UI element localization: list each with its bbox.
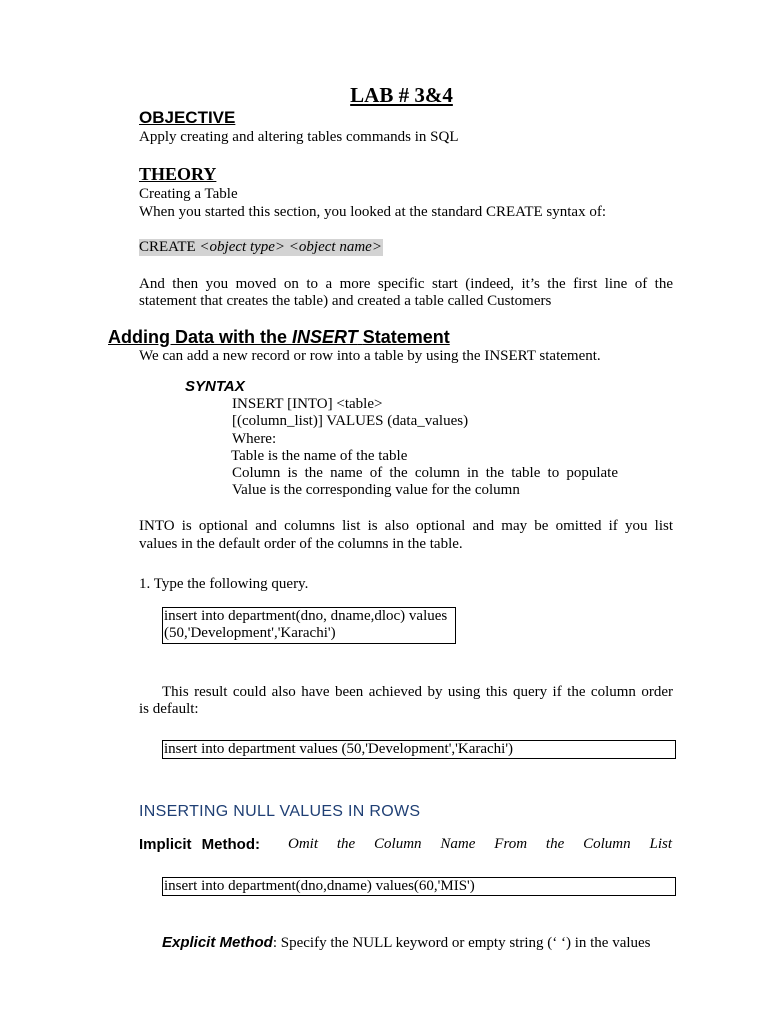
- syntax-line: Column is the name of the column in the table to populate: [232, 465, 618, 481]
- insert-intro: We can add a new record or row into a table by using the INSERT statement.: [139, 348, 601, 364]
- syntax-line: [(column_list)] VALUES (data_values): [232, 413, 469, 429]
- implicit-text: Omit the Column Name From the Column List: [288, 836, 672, 852]
- explicit-line: [162, 934, 651, 952]
- null-heading: INSERTING NULL VALUES IN ROWS: [139, 803, 421, 820]
- syntax-line: Table is the name of the table: [231, 448, 408, 464]
- syntax-line: Where:: [232, 431, 277, 447]
- create-syntax: [139, 239, 383, 256]
- insert-heading: [108, 327, 450, 348]
- lab-title: LAB # 3&4: [350, 83, 453, 107]
- objective-heading: OBJECTIVE: [139, 108, 236, 127]
- objective-text: Apply creating and altering tables commands in SQL: [139, 129, 459, 145]
- query1-line2: (50,'Development','Karachi'): [164, 625, 336, 641]
- alt-line2: is default:: [139, 701, 199, 717]
- insert-heading-em: INSERT: [292, 327, 358, 347]
- theory-para-line2: statement that creates the table) and created a table called Customers: [139, 293, 552, 309]
- create-placeholder-2: name>: [339, 239, 382, 255]
- query-box-1: [162, 607, 456, 644]
- explicit-label: Explicit Method: [162, 934, 273, 951]
- theory-intro: When you started this section, you looked at the standard CREATE syntax of:: [139, 204, 606, 220]
- query1-line1: insert into department(dno, dname,dloc) values: [164, 608, 448, 624]
- create-keyword: CREATE: [139, 239, 196, 255]
- note-line1: INTO is optional and columns list is also optional and may be omitted if you list: [139, 518, 673, 534]
- query-box-2: insert into department values (50,'Development','Karachi'): [162, 740, 676, 759]
- query-box-3: insert into department(dno,dname) values(60,'MIS'): [162, 877, 676, 896]
- create-placeholder-1: <object type> <object: [199, 239, 336, 255]
- theory-para-line1: And then you moved on to a more specific start (indeed, it’s the first line of the: [139, 276, 673, 292]
- implicit-label: Implicit Method:: [139, 836, 260, 853]
- syntax-line: INSERT [INTO] <table>: [232, 396, 383, 412]
- step-1: 1. Type the following query.: [139, 576, 309, 592]
- explicit-text: : Specify the NULL keyword or empty string (‘ ‘) in the values: [272, 935, 651, 951]
- syntax-line: Value is the corresponding value for the column: [232, 482, 520, 498]
- insert-heading-pre: Adding Data with the: [108, 327, 287, 347]
- insert-heading-post: Statement: [362, 327, 450, 347]
- syntax-label: SYNTAX: [185, 378, 245, 395]
- note-line2: values in the default order of the columns in the table.: [139, 536, 463, 552]
- theory-subheading: Creating a Table: [139, 186, 238, 202]
- alt-line1: This result could also have been achieved by using this query if the column order: [162, 684, 673, 700]
- theory-heading: THEORY: [139, 164, 217, 184]
